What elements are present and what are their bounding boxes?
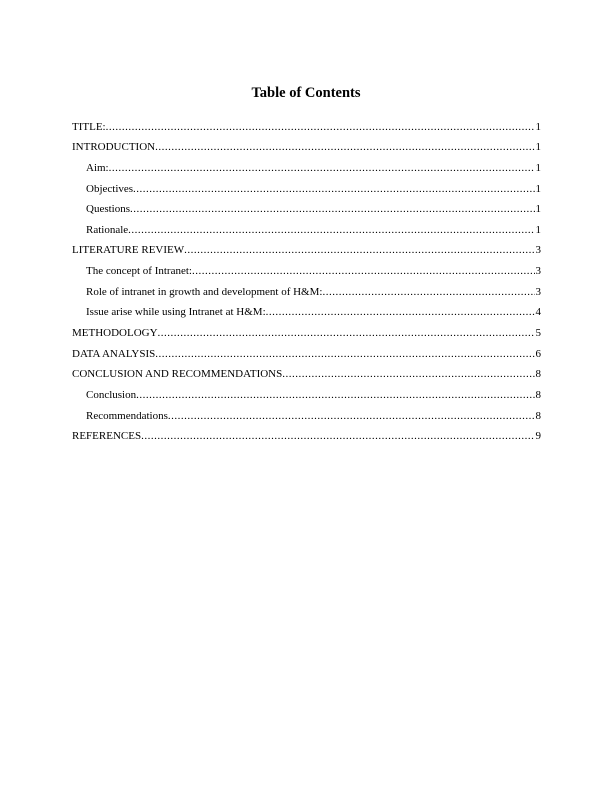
toc-entry-title[interactable]: [72, 113, 541, 134]
toc-dot-leader: [266, 305, 535, 319]
toc-page-number: 1: [535, 182, 541, 195]
toc-entry-label: Recommendations: [86, 409, 168, 422]
toc-page-number: 6: [535, 347, 541, 360]
toc-entry-label: REFERENCES: [72, 430, 142, 443]
toc-entry-literature-review[interactable]: [72, 237, 541, 258]
toc-entry-rationale[interactable]: [72, 216, 541, 237]
toc-entry-questions[interactable]: [72, 196, 541, 217]
toc-entry-label: Role of intranet in growth and development of H&M:: [86, 285, 323, 298]
toc-dot-leader: [128, 223, 534, 237]
toc-entry-label: The concept of Intranet:: [86, 265, 192, 278]
toc-entry-conclusion-and-recommendations[interactable]: [72, 361, 541, 382]
toc-dot-leader: [109, 161, 535, 175]
toc-heading: Table of Contents: [251, 85, 361, 101]
toc-entry-data-analysis[interactable]: [72, 340, 541, 361]
toc-entry-methodology[interactable]: [72, 319, 541, 340]
toc-entry-label: Objectives: [86, 182, 134, 195]
toc-dot-leader: [130, 202, 535, 216]
toc-page-number: 3: [535, 285, 541, 298]
toc-dot-leader: [106, 120, 535, 134]
toc-entry-recommendations[interactable]: [72, 402, 541, 423]
toc-dot-leader: [136, 388, 534, 402]
toc-dot-leader: [133, 182, 534, 196]
toc-dot-leader: [322, 285, 534, 299]
toc-entry-label: Questions: [86, 203, 130, 216]
toc-entry-objectives[interactable]: [72, 175, 541, 196]
toc-page-number: 8: [535, 368, 541, 381]
toc-entry-conclusion[interactable]: [72, 381, 541, 402]
toc-entry-label: INTRODUCTION: [72, 141, 156, 154]
toc-page-number: 1: [535, 203, 541, 216]
toc-dot-leader: [168, 409, 535, 423]
toc-page-number: 4: [535, 306, 541, 319]
toc-page-number: 8: [535, 388, 541, 401]
toc-entry-label: Issue arise while using Intranet at H&M:: [86, 306, 266, 319]
toc-entry-label: LITERATURE REVIEW: [72, 244, 185, 257]
toc-page-number: 1: [535, 223, 541, 236]
toc-page-number: 1: [535, 161, 541, 174]
toc-entry-label: Conclusion: [86, 388, 137, 401]
toc-entry-aim[interactable]: [72, 154, 541, 175]
toc-dot-leader: [155, 347, 534, 361]
toc-entry-concept-of-intranet[interactable]: [72, 257, 541, 278]
table-of-contents: [72, 113, 541, 443]
toc-page-number: 1: [535, 141, 541, 154]
toc-entry-references[interactable]: [72, 423, 541, 444]
toc-entry-role-of-intranet[interactable]: [72, 278, 541, 299]
toc-entry-label: Rationale: [86, 223, 129, 236]
toc-entry-label: DATA ANALYSIS: [72, 347, 156, 360]
toc-dot-leader: [282, 367, 534, 381]
toc-entry-introduction[interactable]: [72, 134, 541, 155]
toc-page-number: 8: [535, 409, 541, 422]
toc-page-number: 3: [535, 244, 541, 257]
toc-dot-leader: [141, 429, 534, 443]
toc-dot-leader: [155, 140, 534, 154]
toc-dot-leader: [158, 326, 535, 340]
toc-entry-label: METHODOLOGY: [72, 327, 158, 340]
toc-page-number: 1: [535, 120, 541, 133]
toc-entry-label: TITLE:: [72, 120, 106, 133]
toc-entry-issue-arise[interactable]: [72, 299, 541, 320]
toc-page-number: 5: [535, 327, 541, 340]
toc-entry-label: Aim:: [86, 161, 109, 174]
toc-entry-label: CONCLUSION AND RECOMMENDATIONS: [72, 368, 283, 381]
toc-dot-leader: [184, 243, 534, 257]
toc-page-number: 3: [535, 265, 541, 278]
toc-page-number: 9: [535, 430, 541, 443]
toc-dot-leader: [192, 264, 535, 278]
